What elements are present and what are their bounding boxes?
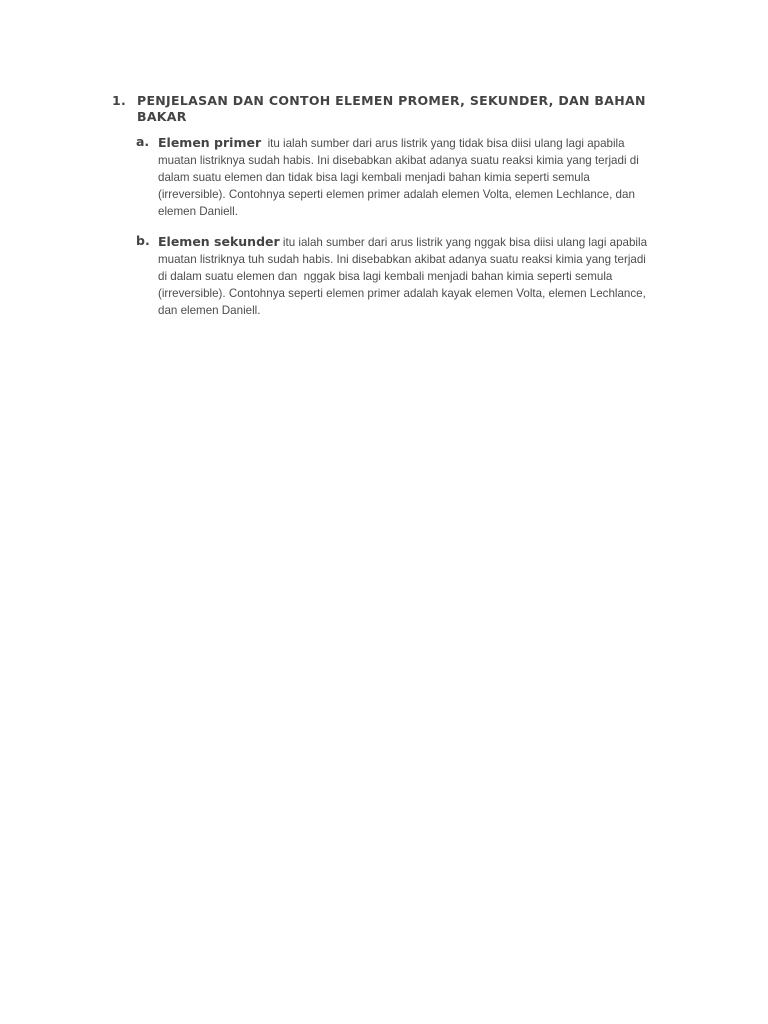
list-item xyxy=(136,233,652,319)
item-text: itu ialah sumber dari arus listrik yang nggak bisa diisi ulang lagi apabila muatan listriknya tuh sudah habis. Ini disebabkan akibat adanya suatu reaksi kimia yang terjadi di dalam suatu elemen dan nggak bisa lagi kembali menjadi bahan kimia seperti semula (irreversible). Contohnya seperti elemen primer adalah kayak elemen Volta, elemen Lechlance, dan elemen Daniell. xyxy=(158,236,651,317)
item-letter: b. xyxy=(136,233,150,248)
section-heading xyxy=(112,93,652,125)
item-body xyxy=(158,134,652,220)
item-letter: a. xyxy=(136,134,150,149)
item-body xyxy=(158,233,652,319)
item-term: Elemen primer xyxy=(158,135,262,150)
item-list xyxy=(112,134,652,319)
section-title: PENJELASAN DAN CONTOH ELEMEN PROMER, SEKUNDER, DAN BAHAN BAKAR xyxy=(137,93,646,124)
section-number: 1. xyxy=(112,93,127,108)
item-text: itu ialah sumber dari arus listrik yang tidak bisa diisi ulang lagi apabila muatan listriknya sudah habis. Ini disebabkan akibat adanya suatu reaksi kimia yang terjadi di dalam suatu elemen dan tidak bisa lagi kembali menjadi bahan kimia seperti semula (irreversible). Contohnya seperti elemen primer adalah elemen Volta, elemen Lechlance, dan elemen Daniell. xyxy=(158,137,643,218)
section-1 xyxy=(112,93,652,332)
item-term: Elemen sekunder xyxy=(158,234,280,249)
list-item xyxy=(136,134,652,220)
